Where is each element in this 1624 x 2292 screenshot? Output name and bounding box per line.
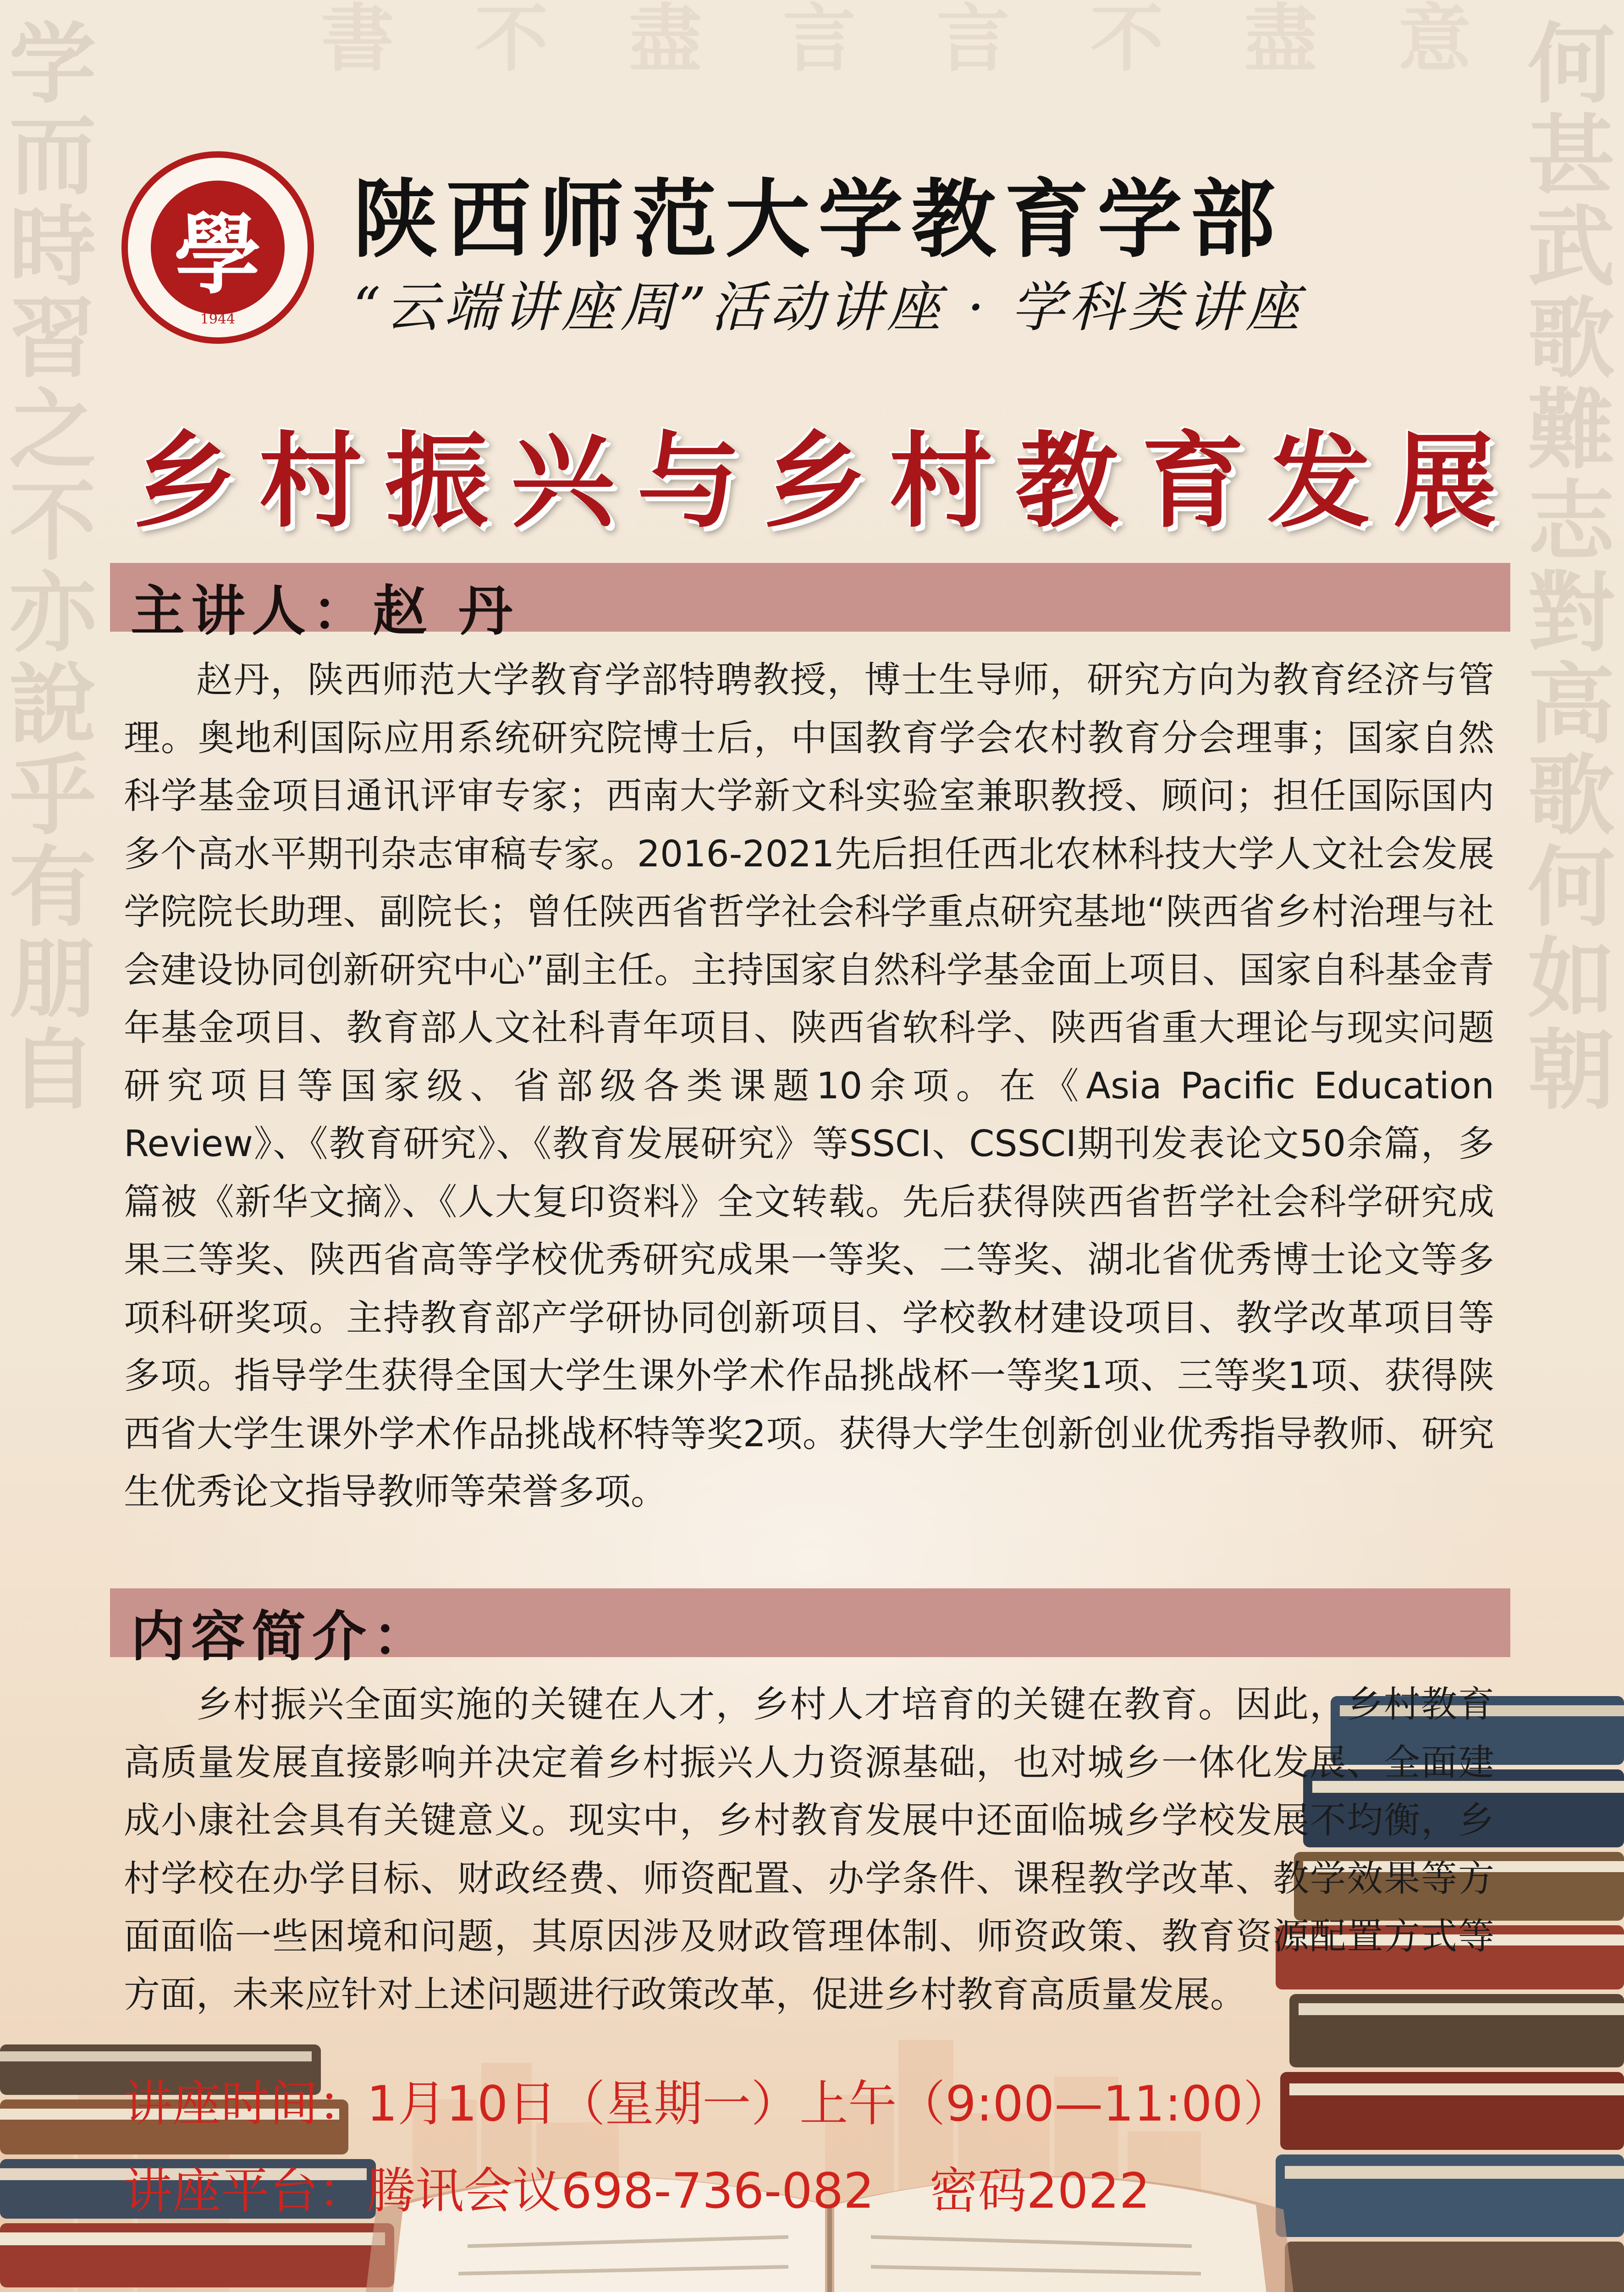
intro-section-bar bbox=[110, 1588, 1510, 1668]
seal-emblem: 學 bbox=[151, 181, 285, 314]
lecture-platform: 讲座平台：腾讯会议698-736-082 bbox=[124, 2163, 875, 2219]
speaker-label: 主讲人：赵 丹 bbox=[131, 579, 519, 643]
meeting-password: 密码2022 bbox=[929, 2163, 1151, 2219]
calligraphy-texture-right: 何 甚 武 歌 難 志 對 高 歌 何 如 朝 bbox=[1527, 13, 1615, 1121]
lecture-title: 乡村振兴与乡村教育发展 bbox=[133, 421, 1519, 542]
calligraphy-texture-left: 学 而 時 習 之 不 亦 說 乎 有 朋 自 bbox=[9, 13, 97, 1121]
seal-year: 1944 bbox=[200, 311, 236, 327]
university-seal-logo bbox=[121, 151, 314, 344]
lecture-time: 讲座时间：1月10日（星期一）上午（9:00—11:00） bbox=[124, 2076, 1292, 2132]
event-subtitle: “云端讲座周”活动讲座 · 学科类讲座 bbox=[353, 275, 1305, 339]
calligraphy-texture-top: 書 不 盡 言 言 不 盡 意 bbox=[321, 0, 1499, 82]
intro-label: 内容简介： bbox=[131, 1604, 434, 1668]
intro-text: 乡村振兴全面实施的关键在人才，乡村人才培育的关键在教育。因此，乡村教育高质量发展直接影响并决定着乡村振兴人力资源基础，也对城乡一体化发展、全面建成小康社会具有关键意义。现实中，乡村教育发展中还面临城乡学校发展不均衡，乡村学校在办学目标、财政经费、师资配置、办学条件、课程教学改革、教学效果等方面面临一些困境和问题，其原因涉及财政管理体制、师资政策、教育资源配置方式等方面，未来应针对上述问题进行政策改革，促进乡村教育高质量发展。 bbox=[124, 1683, 1494, 2016]
speaker-bio: 赵丹，陕西师范大学教育学部特聘教授，博士生导师，研究方向为教育经济与管理。奥地利国际应用系统研究院博士后，中国教育学会农村教育分会理事；国家自然科学基金项目通讯评审专家；西南大学新文科实验室兼职教授、顾问；担任国际国内多个高水平期刊杂志审稿专家。2016-2021先后担任西北农林科技大学人文社会发展学院院长助理、副院长；曾任陕西省哲学社会科学重点研究基地“陕西省乡村治理与社会建设协同创新研究中心”副主任。主持国家自然科学基金面上项目、国家自科基金青年基金项目、教育部人文社科青年项目、陕西省软科学、陕西省重大理论与现实问题研究项目等国家级、省部级各类课题10余项。在《Asia Pacific Education Review》、《教育研究》、《教育发展研究》等SSCI、CSSCI期刊发表论文50余篇，多篇被《新华文摘》、《人大复印资料》全文转载。先后获得陕西省哲学社会科学研究成果三等奖、陕西省高等学校优秀研究成果一等奖、二等奖、湖北省优秀博士论文等多项科研奖项。主持教育部产学研协同创新项目、学校教材建设项目、教学改革项目等多项。指导学生获得全国大学生课外学术作品挑战杯一等奖1项、三等奖1项、获得陕西省大学生课外学术作品挑战杯特等奖2项。获得大学生创新创业优秀指导教师、研究生优秀论文指导教师等荣誉多项。 bbox=[124, 659, 1494, 1513]
lecture-platform-line bbox=[124, 2152, 1150, 2222]
speaker-section-bar bbox=[110, 563, 1510, 643]
institution-name: 陕西师范大学教育学部 bbox=[353, 169, 1283, 269]
